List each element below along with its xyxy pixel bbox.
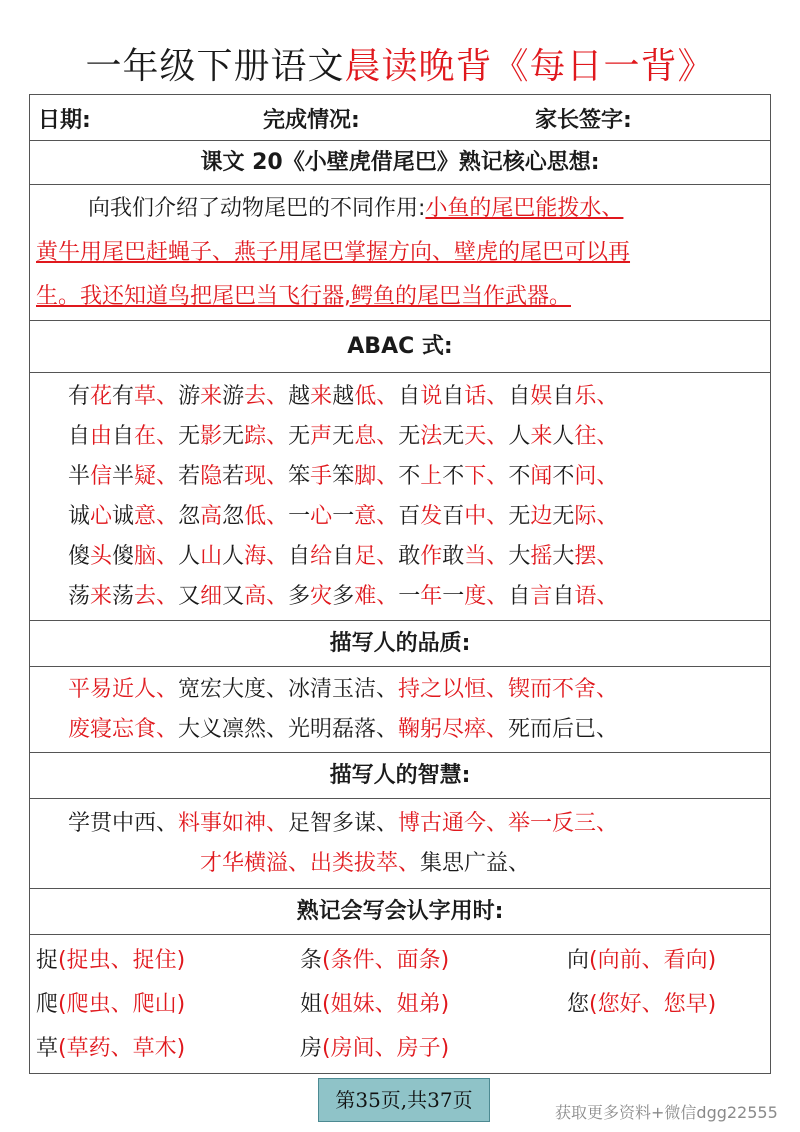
abac-char: 大 <box>552 544 575 569</box>
char-glyph: 您 <box>567 992 590 1017</box>
abac-char: 、 <box>596 584 619 609</box>
abac-char: 言 <box>530 584 553 609</box>
abac-char: 、 <box>376 464 399 489</box>
char-glyph: 草 <box>36 1036 59 1061</box>
abac-char: 乐 <box>574 384 597 409</box>
abac-char: 、 <box>486 464 509 489</box>
abac-char: 一 <box>332 504 355 529</box>
abac-char: 无 <box>288 424 311 449</box>
abac-char: 作 <box>420 544 443 569</box>
abac-char: 、 <box>266 504 289 529</box>
abac-char: 、 <box>376 424 399 449</box>
abac-char: 脚 <box>354 464 377 489</box>
abac-char: 、 <box>486 384 509 409</box>
abac-char: 人 <box>552 424 575 449</box>
abac-char: 、 <box>486 584 509 609</box>
abac-char: 自 <box>68 424 91 449</box>
abac-char: 来 <box>200 384 223 409</box>
abac-char: 天 <box>464 424 487 449</box>
quality-phrase: 持之以恒、锲而不舍、 <box>398 677 619 702</box>
abac-char: 、 <box>486 504 509 529</box>
abac-char: 人 <box>222 544 245 569</box>
abac-char: 笨 <box>332 464 355 489</box>
abac-char: 疑 <box>134 464 157 489</box>
abac-line <box>68 577 770 617</box>
abac-char: 给 <box>310 544 333 569</box>
abac-char: 闻 <box>530 464 553 489</box>
char-words: (草药、草木) <box>58 1036 186 1061</box>
abac-char: 、 <box>376 584 399 609</box>
title-red: 晨读晚背《每日一背》 <box>344 46 715 87</box>
char-entry <box>36 1031 185 1062</box>
wisdom-phrase: 集思广益、 <box>420 851 531 876</box>
abac-char: 上 <box>420 464 443 489</box>
char-words: (姐妹、姐弟) <box>322 992 450 1017</box>
abac-char: 大 <box>508 544 531 569</box>
abac-char: 人 <box>178 544 201 569</box>
char-glyph: 向 <box>567 948 590 973</box>
abac-char: 高 <box>244 584 267 609</box>
abac-char: 又 <box>178 584 201 609</box>
abac-char: 当 <box>464 544 487 569</box>
char-entry <box>36 987 185 1018</box>
abac-char: 息 <box>354 424 377 449</box>
abac-char: 心 <box>90 504 113 529</box>
abac-char: 、 <box>376 384 399 409</box>
abac-char: 荡 <box>112 584 135 609</box>
abac-char: 傻 <box>68 544 91 569</box>
abac-char: 自 <box>552 384 575 409</box>
abac-char: 山 <box>200 544 223 569</box>
abac-char: 忽 <box>178 504 201 529</box>
abac-char: 心 <box>310 504 333 529</box>
abac-char: 不 <box>398 464 421 489</box>
abac-char: 脑 <box>134 544 157 569</box>
abac-char: 信 <box>90 464 113 489</box>
abac-char: 诚 <box>68 504 91 529</box>
abac-char: 半 <box>112 464 135 489</box>
title-black: 一年级下册语文 <box>85 46 345 87</box>
wisdom-phrase: 学贯中西、 <box>68 811 179 836</box>
char-words: (房间、房子) <box>322 1036 450 1061</box>
abac-char: 无 <box>552 504 575 529</box>
abac-char: 、 <box>266 384 289 409</box>
abac-char: 若 <box>178 464 201 489</box>
abac-char: 无 <box>222 424 245 449</box>
abac-char: 隐 <box>200 464 223 489</box>
abac-list <box>30 373 770 621</box>
abac-char: 、 <box>156 584 179 609</box>
wisdom-phrase: 才华横溢、出类拔萃、 <box>200 851 421 876</box>
abac-char: 去 <box>244 384 267 409</box>
core-line-3: 生。我还知道鸟把尾巴当飞行器,鳄鱼的尾巴当作武器。 <box>36 284 571 309</box>
abac-char: 话 <box>464 384 487 409</box>
abac-char: 草 <box>134 384 157 409</box>
abac-char: 花 <box>90 384 113 409</box>
abac-char: 百 <box>442 504 465 529</box>
abac-char: 、 <box>156 464 179 489</box>
char-entry <box>300 1031 449 1062</box>
abac-char: 自 <box>332 544 355 569</box>
abac-char: 、 <box>376 504 399 529</box>
abac-char: 一 <box>288 504 311 529</box>
abac-char: 意 <box>354 504 377 529</box>
abac-char: 自 <box>442 384 465 409</box>
abac-line <box>68 457 770 497</box>
abac-char: 自 <box>508 384 531 409</box>
abac-char: 敢 <box>442 544 465 569</box>
abac-char: 去 <box>134 584 157 609</box>
abac-char: 诚 <box>112 504 135 529</box>
quality-heading: 描写人的品质: <box>30 621 770 667</box>
abac-char: 下 <box>464 464 487 489</box>
wisdom-line <box>68 804 770 844</box>
abac-char: 、 <box>486 424 509 449</box>
abac-char: 半 <box>68 464 91 489</box>
abac-char: 自 <box>552 584 575 609</box>
abac-char: 、 <box>596 424 619 449</box>
abac-char: 多 <box>288 584 311 609</box>
abac-char: 手 <box>310 464 333 489</box>
abac-char: 有 <box>112 384 135 409</box>
abac-char: 人 <box>508 424 531 449</box>
abac-char: 、 <box>266 584 289 609</box>
wisdom-phrase: 博古通今、举一反三、 <box>398 811 619 836</box>
abac-char: 无 <box>508 504 531 529</box>
abac-char: 多 <box>332 584 355 609</box>
abac-char: 自 <box>288 544 311 569</box>
abac-char: 越 <box>288 384 311 409</box>
date-label: 日期: <box>38 108 91 133</box>
abac-char: 发 <box>420 504 443 529</box>
abac-char: 意 <box>134 504 157 529</box>
quality-phrase: 平易近人、 <box>68 677 179 702</box>
char-words: (条件、面条) <box>322 948 450 973</box>
quality-line <box>68 670 770 710</box>
abac-char: 、 <box>266 544 289 569</box>
abac-char: 边 <box>530 504 553 529</box>
sign-label: 家长签字: <box>535 108 632 133</box>
page-indicator: 第35页,共37页 <box>318 1078 490 1122</box>
header-row <box>30 95 770 141</box>
core-intro: 向我们介绍了动物尾巴的不同作用: <box>88 196 426 221</box>
abac-char: 声 <box>310 424 333 449</box>
abac-char: 、 <box>156 504 179 529</box>
abac-char: 头 <box>90 544 113 569</box>
worksheet-table <box>29 94 771 1074</box>
wisdom-phrase: 足智多谋、 <box>288 811 399 836</box>
quality-list <box>30 667 770 753</box>
abac-char: 不 <box>508 464 531 489</box>
abac-char: 语 <box>574 584 597 609</box>
abac-char: 无 <box>442 424 465 449</box>
abac-char: 百 <box>398 504 421 529</box>
abac-char: 、 <box>596 384 619 409</box>
abac-char: 一 <box>398 584 421 609</box>
char-glyph: 爬 <box>36 992 59 1017</box>
abac-char: 娱 <box>530 384 553 409</box>
abac-char: 、 <box>596 504 619 529</box>
abac-char: 、 <box>156 544 179 569</box>
abac-char: 由 <box>90 424 113 449</box>
abac-char: 中 <box>464 504 487 529</box>
char-glyph: 房 <box>300 1036 323 1061</box>
abac-char: 现 <box>244 464 267 489</box>
abac-char: 无 <box>332 424 355 449</box>
abac-char: 来 <box>90 584 113 609</box>
abac-char: 荡 <box>68 584 91 609</box>
chars-heading: 熟记会写会认字用时: <box>30 889 770 935</box>
char-words: (您好、您早) <box>589 992 717 1017</box>
quality-line <box>68 710 770 750</box>
abac-char: 低 <box>244 504 267 529</box>
core-paragraph <box>30 185 770 321</box>
abac-char: 际 <box>574 504 597 529</box>
abac-char: 自 <box>398 384 421 409</box>
core-line-2: 黄牛用尾巴赶蝇子、燕子用尾巴掌握方向、壁虎的尾巴可以再 <box>36 240 631 265</box>
abac-char: 无 <box>178 424 201 449</box>
status-label: 完成情况: <box>263 108 360 133</box>
core-line-1 <box>36 187 764 231</box>
abac-char: 难 <box>354 584 377 609</box>
abac-char: 、 <box>266 464 289 489</box>
abac-char: 度 <box>464 584 487 609</box>
abac-char: 灾 <box>310 584 333 609</box>
wisdom-heading: 描写人的智慧: <box>30 753 770 799</box>
abac-char: 摇 <box>530 544 553 569</box>
abac-char: 、 <box>266 424 289 449</box>
char-entry <box>36 943 185 974</box>
char-entry <box>567 987 716 1018</box>
abac-heading: ABAC 式: <box>30 321 770 373</box>
abac-char: 、 <box>596 464 619 489</box>
abac-char: 、 <box>376 544 399 569</box>
abac-char: 游 <box>222 384 245 409</box>
abac-line <box>68 537 770 577</box>
abac-char: 踪 <box>244 424 267 449</box>
abac-char: 、 <box>156 424 179 449</box>
watermark: 获取更多资料+微信dgg22555 <box>555 1103 778 1122</box>
char-entry <box>300 987 449 1018</box>
abac-char: 海 <box>244 544 267 569</box>
wisdom-list <box>30 799 770 889</box>
abac-char: 游 <box>178 384 201 409</box>
abac-char: 摆 <box>574 544 597 569</box>
abac-char: 说 <box>420 384 443 409</box>
abac-char: 、 <box>486 544 509 569</box>
core-heading: 课文 20《小壁虎借尾巴》熟记核心思想: <box>30 141 770 185</box>
abac-char: 忽 <box>222 504 245 529</box>
char-glyph: 捉 <box>36 948 59 973</box>
char-entry <box>300 943 449 974</box>
abac-char: 、 <box>156 384 179 409</box>
abac-line <box>68 497 770 537</box>
abac-char: 足 <box>354 544 377 569</box>
chars-grid <box>30 935 770 1073</box>
abac-char: 傻 <box>112 544 135 569</box>
char-entry <box>567 943 716 974</box>
core-line-1-red: 小鱼的尾巴能拨水、 <box>425 196 624 221</box>
abac-char: 若 <box>222 464 245 489</box>
abac-char: 年 <box>420 584 443 609</box>
abac-char: 来 <box>530 424 553 449</box>
abac-char: 往 <box>574 424 597 449</box>
abac-char: 自 <box>112 424 135 449</box>
abac-char: 不 <box>442 464 465 489</box>
abac-char: 细 <box>200 584 223 609</box>
abac-line <box>68 417 770 457</box>
page-title <box>0 38 800 89</box>
quality-phrase: 废寝忘食、 <box>68 717 179 742</box>
abac-char: 越 <box>332 384 355 409</box>
abac-char: 有 <box>68 384 91 409</box>
abac-char: 高 <box>200 504 223 529</box>
abac-char: 不 <box>552 464 575 489</box>
abac-line <box>68 377 770 417</box>
abac-char: 敢 <box>398 544 421 569</box>
abac-char: 影 <box>200 424 223 449</box>
abac-char: 来 <box>310 384 333 409</box>
abac-char: 自 <box>508 584 531 609</box>
abac-char: 问 <box>574 464 597 489</box>
abac-char: 低 <box>354 384 377 409</box>
abac-char: 、 <box>596 544 619 569</box>
quality-phrase: 大义凛然、光明磊落、 <box>178 717 399 742</box>
abac-char: 法 <box>420 424 443 449</box>
quality-phrase: 死而后已、 <box>508 717 619 742</box>
quality-phrase: 宽宏大度、冰清玉洁、 <box>178 677 399 702</box>
abac-char: 无 <box>398 424 421 449</box>
wisdom-line <box>68 844 770 884</box>
abac-char: 又 <box>222 584 245 609</box>
abac-char: 笨 <box>288 464 311 489</box>
char-words: (爬虫、爬山) <box>58 992 186 1017</box>
quality-phrase: 鞠躬尽瘁、 <box>398 717 509 742</box>
abac-char: 一 <box>442 584 465 609</box>
wisdom-phrase: 料事如神、 <box>178 811 289 836</box>
char-words: (向前、看向) <box>589 948 717 973</box>
abac-char: 在 <box>134 424 157 449</box>
char-words: (捉虫、捉住) <box>58 948 186 973</box>
char-glyph: 条 <box>300 948 323 973</box>
char-glyph: 姐 <box>300 992 323 1017</box>
